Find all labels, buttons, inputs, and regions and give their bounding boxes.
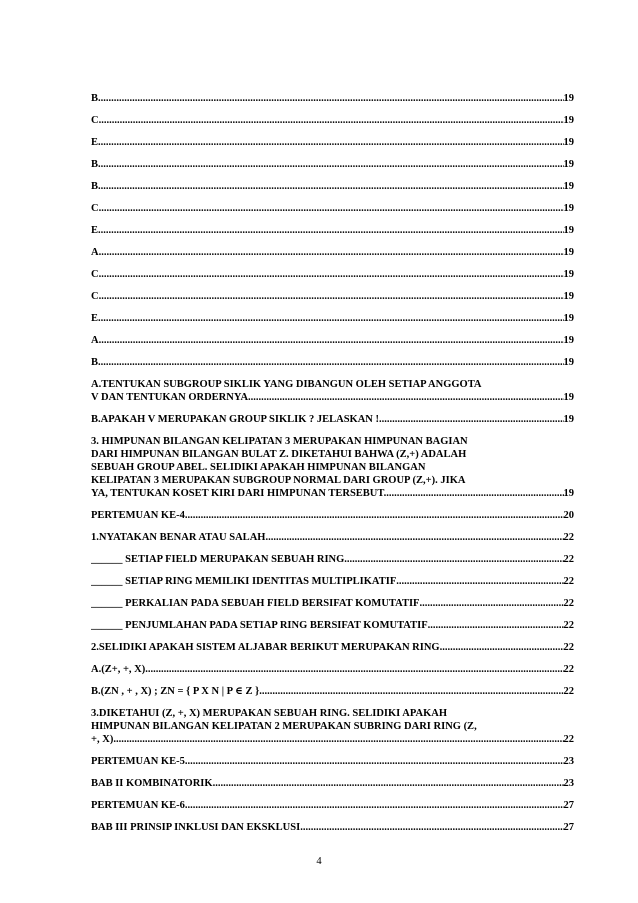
toc-page-number: 27 (563, 822, 574, 833)
dot-leader (98, 312, 563, 325)
dot-leader (99, 114, 564, 127)
toc-entry-label: BAB II KOMBINATORIK (91, 778, 213, 789)
toc-entry-label: B.APAKAH V MERUPAKAN GROUP SIKLIK ? JELASKAN ! (91, 414, 379, 425)
toc-entry[interactable] (91, 136, 574, 149)
toc-entry[interactable] (91, 663, 574, 676)
toc-entry-label: BAB III PRINSIP INKLUSI DAN EKSKLUSI (91, 822, 301, 833)
dot-leader (259, 685, 563, 698)
toc-page-number: 19 (563, 137, 574, 148)
toc-entry-line: 3. HIMPUNAN BILANGAN KELIPATAN 3 MERUPAKAN HIMPUNAN BAGIAN (91, 436, 468, 447)
page-number: 4 (316, 856, 322, 867)
dot-leader (300, 821, 563, 834)
toc-page-number: 19 (563, 414, 574, 425)
table-of-contents (91, 92, 574, 834)
toc-entry[interactable] (91, 158, 574, 171)
toc-page-number: 19 (563, 247, 574, 258)
toc-entry[interactable] (91, 553, 574, 566)
toc-page-number: 22 (563, 664, 574, 675)
toc-entry[interactable] (91, 268, 574, 281)
toc-page-number: 19 (563, 392, 574, 403)
toc-entry-label: B (91, 357, 99, 368)
toc-entry-label: 2.SELIDIKI APAKAH SISTEM ALJABAR BERIKUT MERUPAKAN RING. (91, 642, 443, 653)
dot-leader (185, 799, 564, 812)
toc-entry-line: HIMPUNAN BILANGAN KELIPATAN 2 MERUPAKAN SUBRING DARI RING (Z, (91, 721, 477, 732)
toc-entry[interactable] (91, 685, 574, 698)
dot-leader (98, 224, 563, 237)
dot-leader (185, 755, 564, 768)
toc-entry-label: B (91, 93, 99, 104)
toc-page-number: 19 (563, 115, 574, 126)
toc-entry-label: B (91, 181, 99, 192)
toc-page-number: 19 (563, 335, 574, 346)
toc-entry-label: C (91, 291, 99, 302)
toc-entry[interactable] (91, 619, 574, 632)
toc-entry-label: 1.NYATAKAN BENAR ATAU SALAH (91, 532, 266, 543)
toc-entry[interactable] (91, 92, 574, 105)
dot-leader (265, 531, 563, 544)
toc-entry-label: +, X) (91, 734, 114, 745)
dot-leader (98, 180, 563, 193)
toc-page-number: 22 (563, 554, 574, 565)
toc-entry-label: C (91, 115, 99, 126)
dot-leader (99, 290, 564, 303)
toc-entry[interactable] (91, 413, 574, 426)
toc-page-number: 22 (563, 576, 574, 587)
toc-entry-line: KELIPATAN 3 MERUPAKAN SUBGROUP NORMAL DARI GROUP (Z,+). JIKA (91, 475, 466, 486)
toc-entry-label: PERTEMUAN KE-6 (91, 800, 185, 811)
toc-entry-line: DARI HIMPUNAN BILANGAN BULAT Z. DIKETAHUI BAHWA (Z,+) ADALAH (91, 449, 467, 460)
toc-page-number: 19 (563, 488, 574, 499)
dot-leader (419, 597, 563, 610)
dot-leader (442, 641, 563, 654)
toc-page-number: 19 (563, 181, 574, 192)
toc-entry-multiline[interactable] (91, 435, 574, 500)
toc-entry-label: PERTEMUAN KE-5 (91, 756, 185, 767)
toc-entry[interactable] (91, 755, 574, 768)
dot-leader (98, 158, 563, 171)
toc-entry-label: B (91, 159, 99, 170)
toc-entry-line: 3.DIKETAHUI (Z, +, X) MERUPAKAN SEBUAH RING. SELIDIKI APAKAH (91, 708, 448, 719)
toc-page-number: 22 (563, 598, 574, 609)
toc-entry[interactable] (91, 180, 574, 193)
dot-leader (396, 575, 563, 588)
toc-page-number: 20 (563, 510, 574, 521)
toc-entry[interactable] (91, 246, 574, 259)
toc-page-number: 22 (563, 734, 574, 745)
toc-entry-label: ______ SETIAP RING MEMILIKI IDENTITAS MULTIPLIKATIF (91, 576, 397, 587)
dot-leader (213, 777, 564, 790)
toc-entry-label: ______ PERKALIAN PADA SEBUAH FIELD BERSIFAT KOMUTATIF (91, 598, 420, 609)
toc-page-number: 22 (563, 532, 574, 543)
toc-entry-label: PERTEMUAN KE-4 (91, 510, 185, 521)
toc-page-number: 22 (563, 686, 574, 697)
toc-entry-label: ______ PENJUMLAHAN PADA SETIAP RING BERSIFAT KOMUTATIF (91, 620, 428, 631)
toc-entry-label: A.(Z+, +, X) (91, 664, 146, 675)
toc-page-number: 19 (563, 357, 574, 368)
toc-entry-multiline[interactable] (91, 378, 574, 404)
toc-entry[interactable] (91, 597, 574, 610)
dot-leader (99, 334, 564, 347)
toc-entry-label: A (91, 335, 99, 346)
toc-page-number: 19 (563, 313, 574, 324)
toc-entry-last-line (91, 391, 574, 404)
toc-entry[interactable] (91, 334, 574, 347)
toc-entry[interactable] (91, 224, 574, 237)
dot-leader (428, 619, 564, 632)
toc-entry[interactable] (91, 531, 574, 544)
dot-leader (386, 487, 563, 500)
dot-leader (99, 202, 564, 215)
dot-leader (99, 246, 564, 259)
toc-page-number: 27 (563, 800, 574, 811)
toc-entry[interactable] (91, 312, 574, 325)
dot-leader (99, 268, 564, 281)
toc-entry-line: A.TENTUKAN SUBGROUP SIKLIK YANG DIBANGUN OLEH SETIAP ANGGOTA (91, 379, 482, 390)
dot-leader (98, 136, 563, 149)
toc-page-number: 19 (563, 203, 574, 214)
toc-entry-last-line (91, 487, 574, 500)
toc-entry-last-line (91, 733, 574, 746)
toc-page-number: 23 (563, 756, 574, 767)
toc-entry[interactable] (91, 356, 574, 369)
toc-entry-line: SEBUAH GROUP ABEL. SELIDIKI APAKAH HIMPUNAN BILANGAN (91, 462, 426, 473)
toc-entry-label: C (91, 269, 99, 280)
toc-entry[interactable] (91, 799, 574, 812)
toc-entry[interactable] (91, 202, 574, 215)
toc-entry-label: V DAN TENTUKAN ORDERNYA. (91, 392, 251, 403)
toc-entry[interactable] (91, 509, 574, 522)
toc-page-number: 19 (563, 225, 574, 236)
toc-entry-label: B.(ZN , + , X) ; ZN = { P X N | P ∈ Z } (91, 686, 260, 697)
toc-page-number: 19 (563, 269, 574, 280)
toc-entry[interactable] (91, 290, 574, 303)
toc-entry-label: E (91, 137, 99, 148)
dot-leader (344, 553, 563, 566)
toc-page-number: 19 (563, 93, 574, 104)
dot-leader (98, 356, 563, 369)
dot-leader (251, 391, 564, 404)
dot-leader (98, 92, 563, 105)
toc-entry[interactable] (91, 114, 574, 127)
dot-leader (145, 663, 563, 676)
toc-entry[interactable] (91, 777, 574, 790)
toc-entry[interactable] (91, 821, 574, 834)
toc-entry-label: C (91, 203, 99, 214)
toc-entry-label: YA, TENTUKAN KOSET KIRI DARI HIMPUNAN TERSEBUT. (91, 488, 387, 499)
toc-entry-multiline[interactable] (91, 707, 574, 746)
toc-page-number: 19 (563, 291, 574, 302)
toc-entry-label: A (91, 247, 99, 258)
dot-leader (379, 413, 564, 426)
toc-page-number: 22 (563, 620, 574, 631)
toc-page-number: 22 (563, 642, 574, 653)
toc-page-number: 23 (563, 778, 574, 789)
dot-leader (113, 733, 563, 746)
toc-entry-label: E (91, 313, 99, 324)
toc-entry-label: E (91, 225, 99, 236)
toc-page-number: 19 (563, 159, 574, 170)
toc-entry-label: ______ SETIAP FIELD MERUPAKAN SEBUAH RING (91, 554, 345, 565)
dot-leader (185, 509, 564, 522)
toc-entry[interactable] (91, 575, 574, 588)
toc-entry[interactable] (91, 641, 574, 654)
